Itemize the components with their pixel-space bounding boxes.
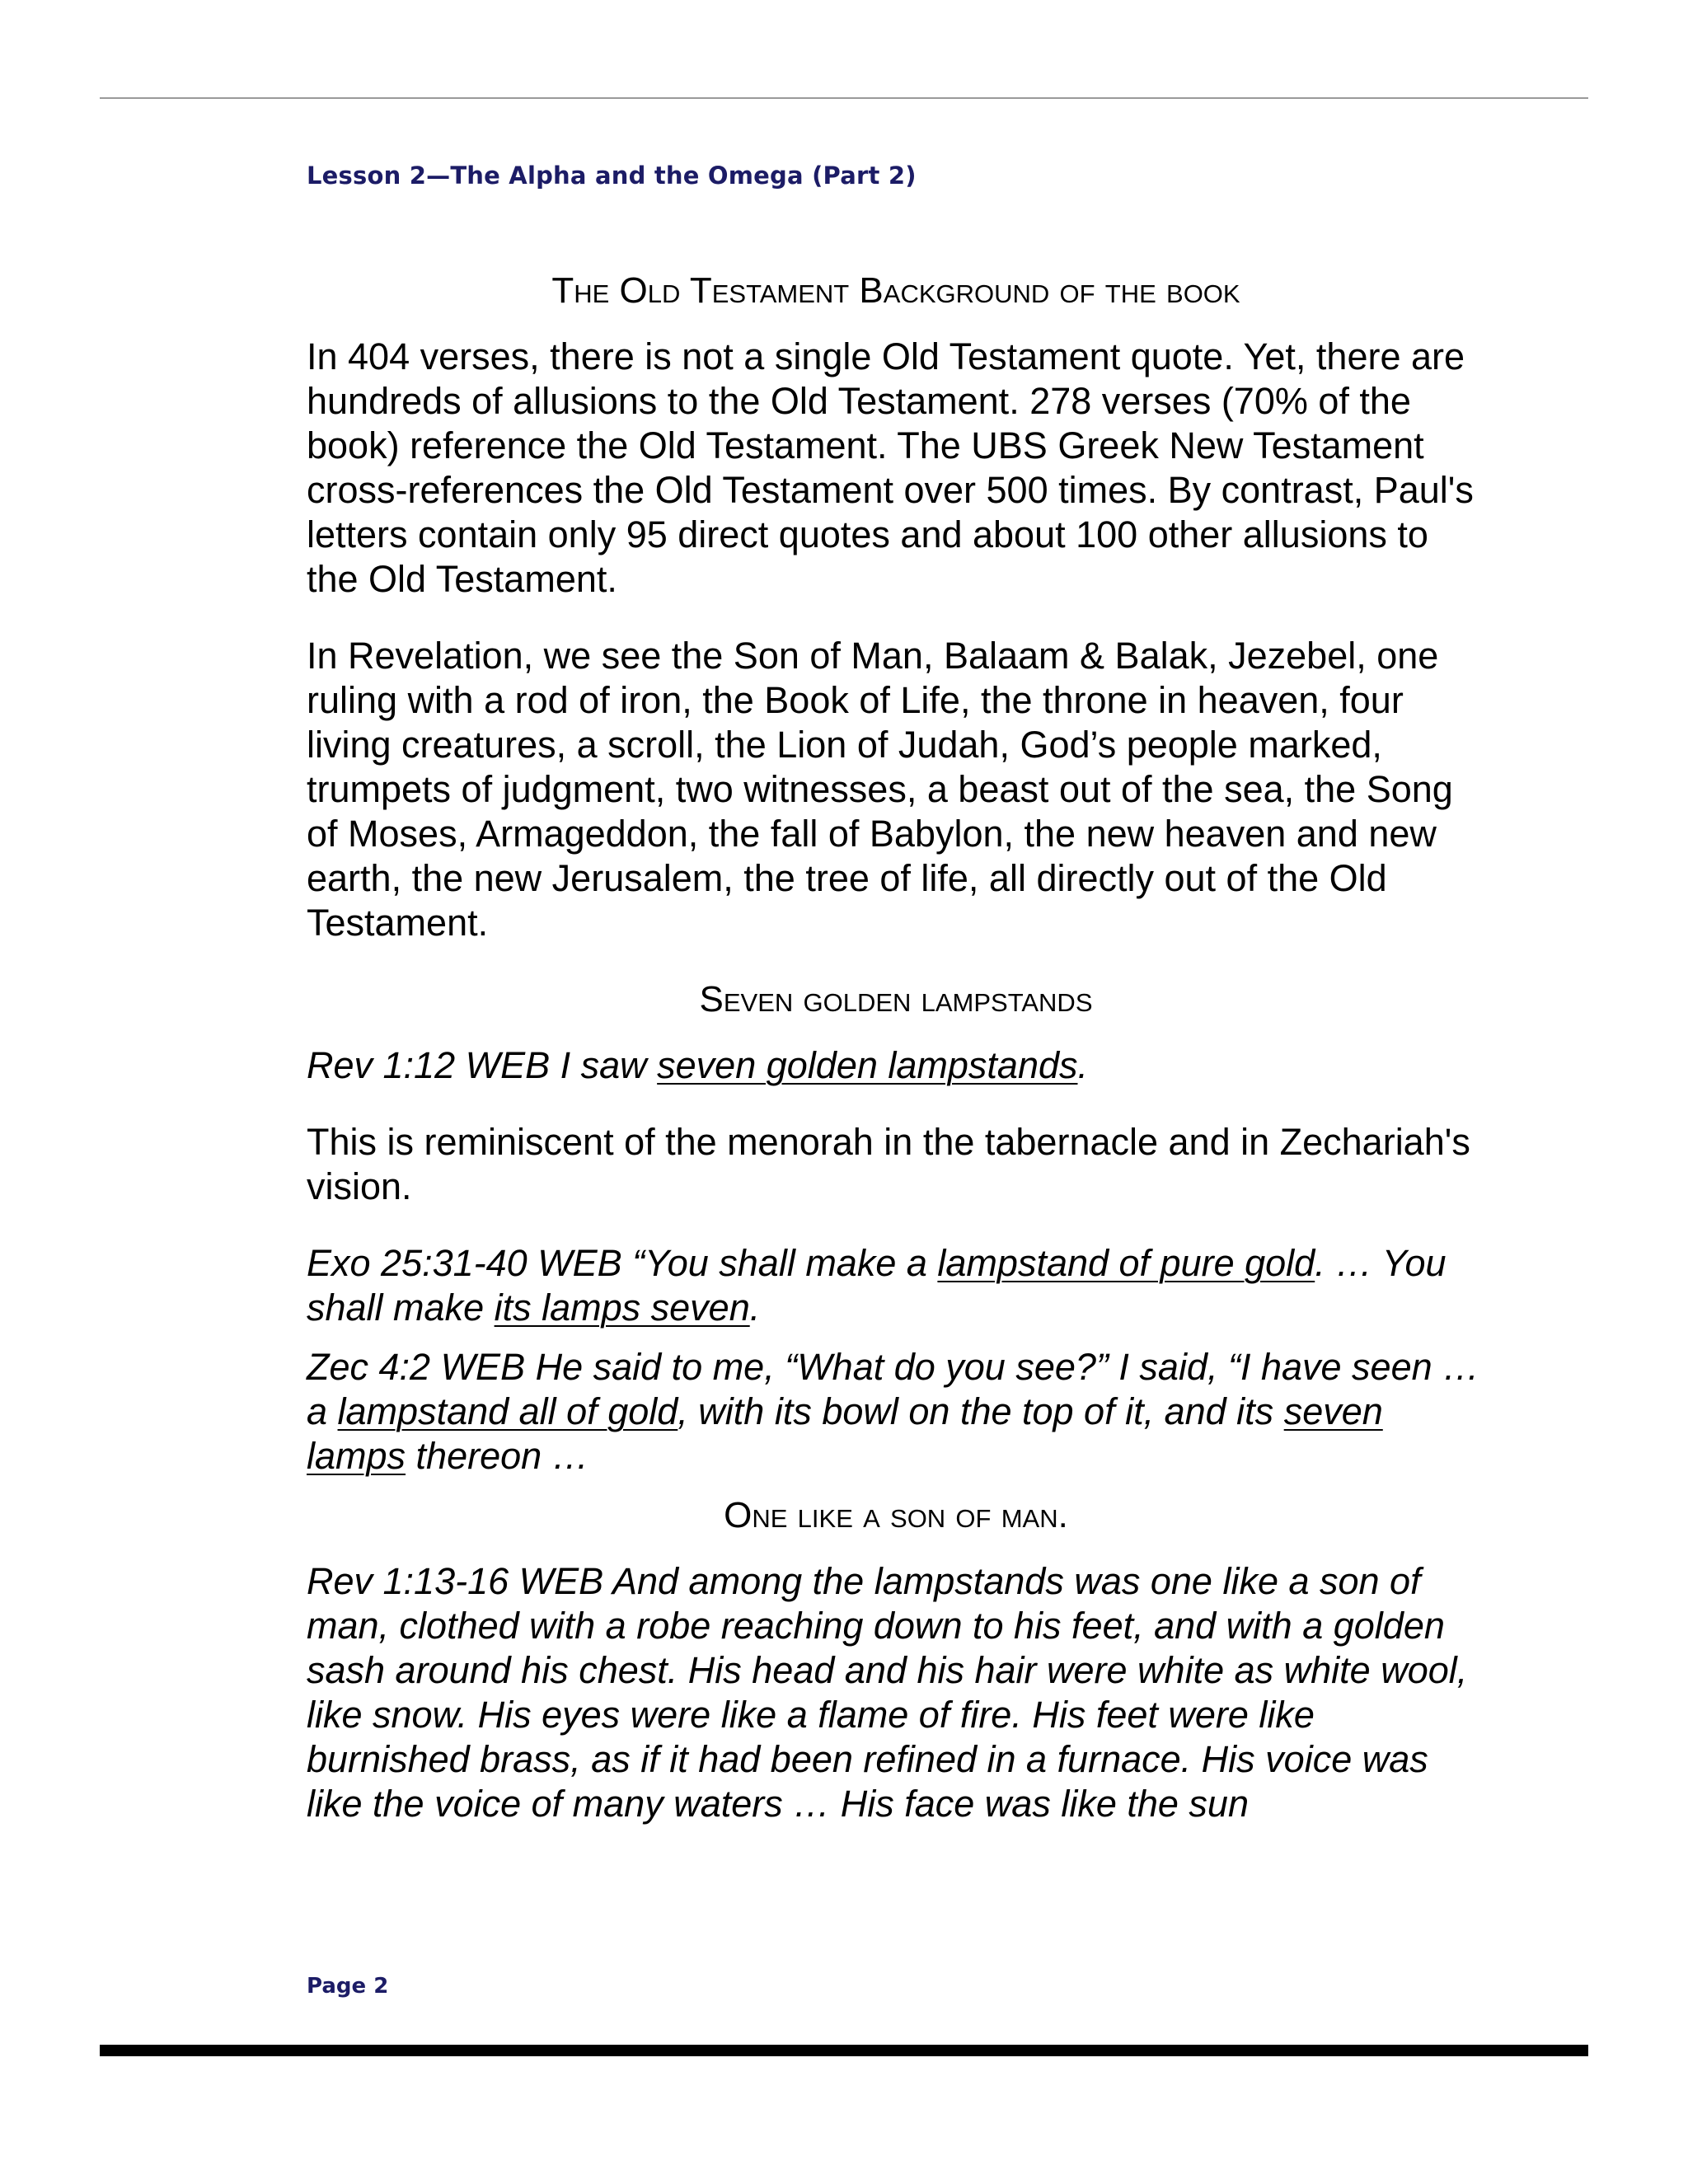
verse-text: .: [1077, 1044, 1089, 1086]
verse-exo-25-31: [307, 1241, 1485, 1330]
verse-text: . … You shall make: [307, 1242, 1447, 1329]
verse-underlined-text: lampstand of pure gold: [937, 1242, 1315, 1284]
verse-underlined-text: lampstand all of gold: [337, 1390, 678, 1432]
verse-text: .: [749, 1286, 761, 1329]
paragraph-menorah: This is reminiscent of the menorah in the tabernacle and in Zechariah's vision.: [307, 1121, 1470, 1207]
paragraph-revelation-allusions: In Revelation, we see the Son of Man, Balaam & Balak, Jezebel, one ruling with a rod of iron, the Book of Life, the throne in heaven, four living creatures, a scroll, the Lion of Judah, God’s people marked, trumpets of judgment, two witnesses, a beast out of the sea, the Song of Moses, Armageddon, the fall of Babylon, the new heaven and new earth, the new Jerusalem, the tree of life, all directly out of the Old Testament.: [307, 635, 1453, 944]
section-heading-lampstands: Seven golden lampstands: [699, 979, 1093, 1019]
paragraph-ot-statistics: In 404 verses, there is not a single Old Testament quote. Yet, there are hundreds of allusions to the Old Testament. 278 verses (70% of the book) reference the Old Testament. The UBS Greek New Testament cross-references the Old Testament over 500 times. By contrast, Paul's letters contain only 95 direct quotes and about 100 other allusions to the Old Testament.: [307, 335, 1474, 600]
verse-rev-1-13-16: Rev 1:13-16 WEB And among the lampstands was one like a son of man, clothed with a robe reaching down to his feet, and with a golden sash around his chest. His head and his hair were white as white wool, like snow. His eyes were like a flame of fire. His feet were like burnished brass, as if it had been refined in a furnace. His voice was like the voice of many waters … His face was like the sun: [307, 1560, 1468, 1825]
verse-text: Zec 4:2 WEB He said to me, “What do you see?” I said, “I have seen …a: [307, 1346, 1480, 1432]
section-heading-son-of-man: One like a son of man.: [724, 1495, 1068, 1535]
verse-text: Rev 1:12 WEB I saw: [307, 1044, 658, 1086]
verse-underlined-text: its lamps seven: [494, 1286, 750, 1329]
page-number: Page 2: [307, 1974, 389, 1999]
verse-zec-4-2: [307, 1345, 1485, 1479]
verse-text: Exo 25:31-40 WEB “You shall make a: [307, 1242, 938, 1284]
verse-underlined-text: seven golden lampstands: [657, 1044, 1078, 1086]
top-rule: [100, 97, 1588, 99]
bottom-rule: [100, 2045, 1588, 2056]
page-content: [307, 269, 1485, 1858]
verse-text: thereon …: [406, 1435, 589, 1477]
verse-underlined-text: seven lamps: [307, 1390, 1383, 1477]
verse-text: , with its bowl on the top of it, and its: [678, 1390, 1284, 1432]
running-header: Lesson 2—The Alpha and the Omega (Part 2): [307, 162, 917, 190]
section-heading-ot-background: The Old Testament Background of the book: [551, 270, 1240, 311]
verse-rev-1-12: [307, 1043, 1485, 1088]
